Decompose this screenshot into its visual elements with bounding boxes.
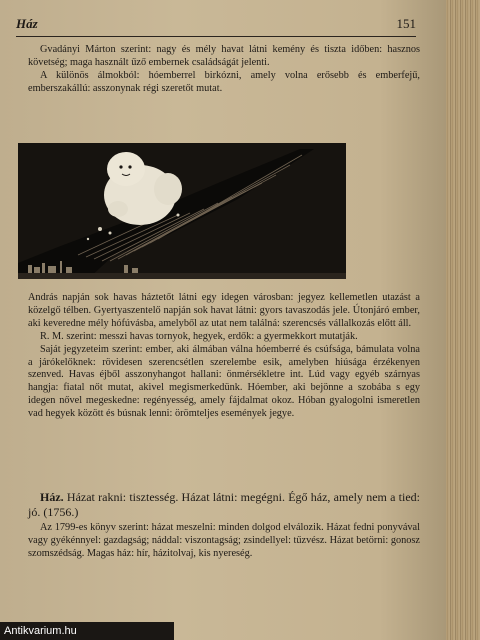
paragraph: Gvadányi Márton szerint: nagy és mély havat látni kemény és tiszta időben: hasznos követség; maga használt űző embernek családságát jelenti. bbox=[28, 44, 420, 68]
text-block-top bbox=[28, 44, 420, 96]
paragraph: Az 1799-es könyv szerint: házat meszelni: minden dolgod elválozik. Házat fedni ponyvával vagy gyékénnyel: gazdagság; náddal: viszontagság; zsindellyel: tűzvész. Házat betörni: gonosz szomszédság. Magas ház: hír, házitolvaj, kis nyereség. bbox=[28, 522, 420, 559]
paragraph: R. M. szerint: messzi havas tornyok, hegyek, erdők: a gyermekkort mutatják. bbox=[40, 330, 358, 342]
dictionary-entry bbox=[28, 490, 420, 520]
entry-text: Házat rakni: tisztesség. Házat látni: megégni. Égő ház, amely nem a tied: jó. (1756.) bbox=[28, 490, 420, 519]
paragraph: Saját jegyzeteim szerint: ember, aki álmában válna hóemberré és csúfsága, bámulata volna a járókelőknek: rövidesen szerencsétlen szerelembe esik, amelyben hiúsága érzékenyen szenved. Havas éjből asszonyhangot hallani: önmérsékletre int. Lúd vagy egyéb szárnyas hangja: fiatal nőt mutat, akivel megismerkedünk. Hóember, aki bejönne a szobába s egy idegen nővel megeskedne: regényesség, amely fájdalmat okoz. Hóban gyalogolni ismeretlen vad hegyek között és búsnak lenni: örömteljes események jegye. bbox=[28, 343, 420, 420]
watermark-text: Antikvarium.hu bbox=[4, 625, 77, 637]
paragraph: András napján sok havas háztetőt látni egy idegen városban: jegyez kellemetlen utazást a közelgő télben. Gyertyaszentelő napján sok havat látni: gyors tavaszodás jele. Útonjáró ember, aki keveredne mély hófúvásba, amelyből az utat nem találná: szerencsés vállalkozás előtt áll. bbox=[28, 292, 420, 329]
page-number: 151 bbox=[396, 16, 416, 31]
running-header bbox=[16, 16, 416, 37]
page-edges bbox=[446, 0, 480, 640]
paragraph: A különös álmokból: hóemberrel birkózni, amely volna erősebb és emberfejű, emberszakállú: asszonynak régi szeretőt mutat. bbox=[28, 69, 420, 94]
text-block-bottom bbox=[28, 522, 420, 561]
section-title: Ház bbox=[16, 16, 38, 31]
watermark-bar bbox=[0, 622, 174, 640]
illustration-drawing bbox=[18, 143, 346, 279]
entry-paragraph bbox=[28, 490, 420, 520]
snowman-illustration bbox=[18, 143, 346, 279]
entry-headword: Ház. bbox=[40, 490, 64, 504]
text-block-middle bbox=[28, 292, 420, 421]
